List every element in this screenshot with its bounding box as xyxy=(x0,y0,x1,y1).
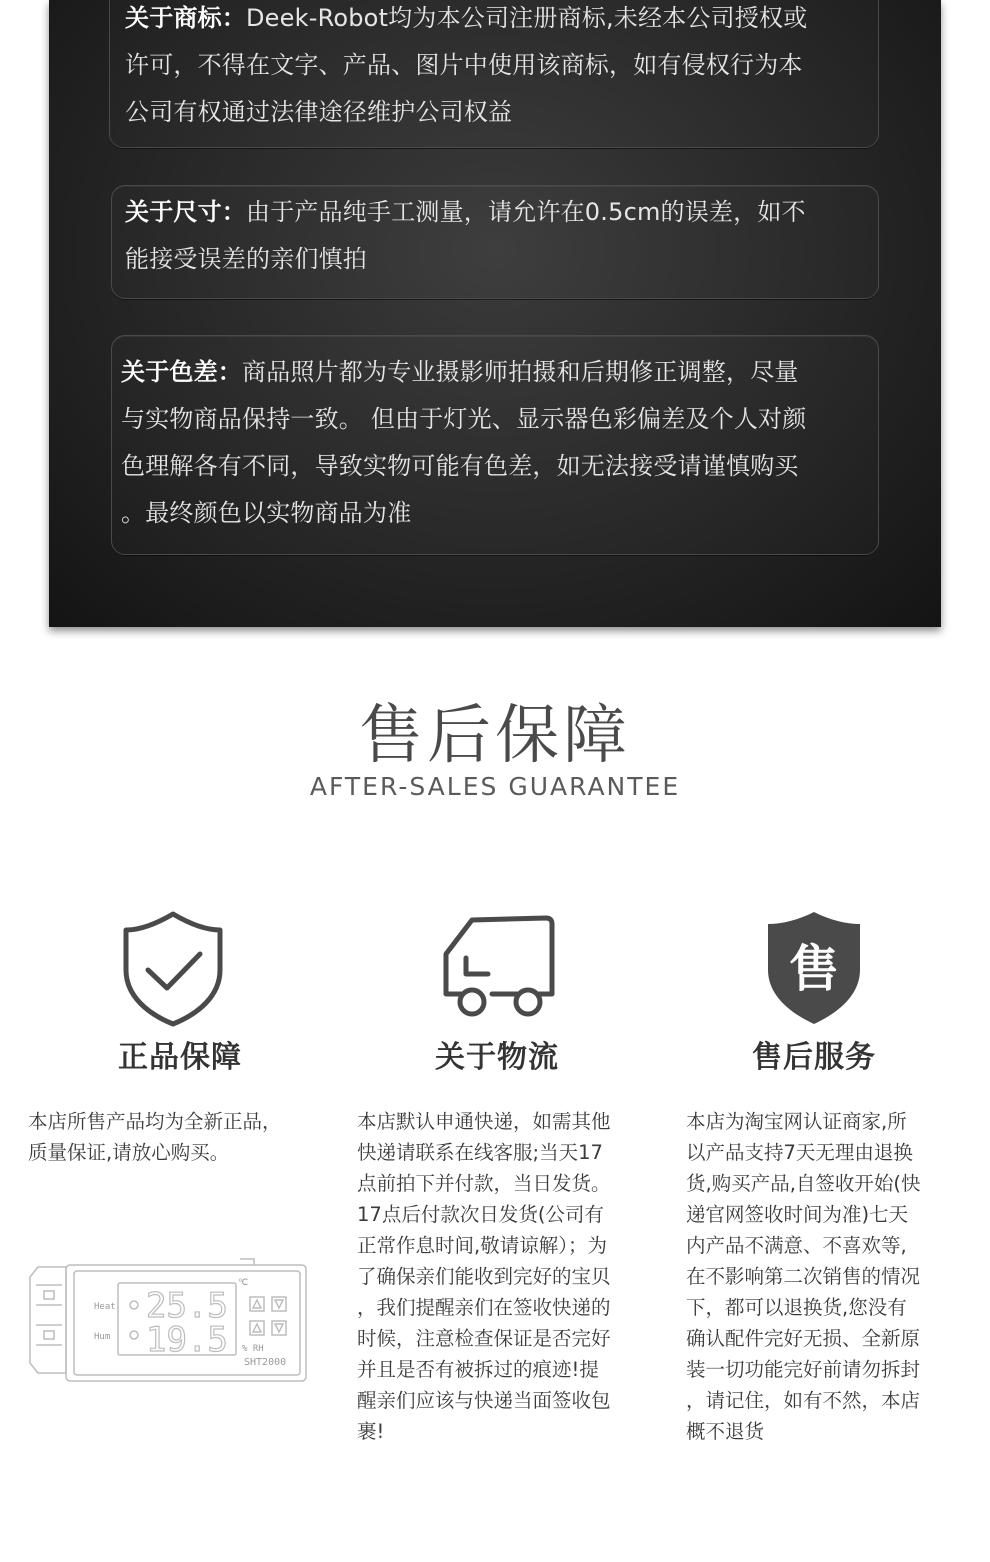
text-line: 17点后付款次日发货(公司有 xyxy=(357,1203,604,1226)
text-line: 本店所售产品均为全新正品， xyxy=(28,1110,282,1133)
column-title-logistics: 关于物流 xyxy=(435,1040,559,1075)
text-line: 醒亲们应该与快递当面签收包 xyxy=(357,1389,611,1412)
text-line: 内产品不满意、不喜欢等, xyxy=(686,1234,907,1257)
truck-icon xyxy=(436,910,560,1028)
shield-shou-icon xyxy=(766,910,862,1030)
device-unit-top: ℃ xyxy=(238,1278,249,1288)
shield-check-icon xyxy=(120,908,226,1032)
text-line: 装一切功能完好前请勿拆封 xyxy=(686,1358,921,1381)
notice-line: 能接受误差的亲们慎拍 xyxy=(125,245,367,273)
text-line: 时候，注意检查保证是否完好 xyxy=(357,1327,611,1350)
notice-size xyxy=(125,189,806,283)
shield-char: 售 xyxy=(789,940,839,998)
text-line: 点前拍下并付款，当日发货。 xyxy=(357,1172,611,1195)
notice-line: 。最终颜色以实物商品为准 xyxy=(121,499,412,527)
notice-color xyxy=(121,349,806,537)
notice-line: 色理解各有不同，导致实物可能有色差，如无法接受请谨慎购买 xyxy=(121,452,799,480)
text-line: 以产品支持7天无理由退换 xyxy=(686,1141,913,1164)
text-line: 下，都可以退换货,您没有 xyxy=(686,1296,907,1319)
text-line: 在不影响第二次销售的情况 xyxy=(686,1265,921,1288)
device-value-bottom: 19.5 xyxy=(146,1320,228,1360)
text-line: 了确保亲们能收到完好的宝贝 xyxy=(357,1265,611,1288)
notice-label: 关于商标： xyxy=(125,4,246,32)
notice-line: 公司有权通过法律途径维护公司权益 xyxy=(125,98,513,126)
device-value-top: 25.5 xyxy=(146,1286,228,1326)
text-line: 递官网签收时间为准)七天 xyxy=(686,1203,909,1226)
text-line: 本店为淘宝网认证商家,所 xyxy=(686,1110,907,1133)
text-line: 裹! xyxy=(357,1420,385,1443)
notice-line: Deek-Robot均为本公司注册商标,未经本公司授权或 xyxy=(246,4,808,32)
notice-line: 商品照片都为专业摄影师拍摄和后期修正调整，尽量 xyxy=(242,358,799,386)
thermostat-device-image xyxy=(26,1255,310,1391)
section-subtitle: AFTER-SALES GUARANTEE xyxy=(309,772,681,801)
text-line: ，我们提醒亲们在签收快递的 xyxy=(357,1296,611,1319)
device-label-top: Heat xyxy=(94,1302,116,1312)
column-text-genuine xyxy=(28,1106,282,1168)
device-model: SHT2000 xyxy=(244,1357,287,1368)
text-line: ，请记住，如有不然，本店 xyxy=(686,1389,921,1412)
section-title: 售后保障 xyxy=(359,699,631,773)
text-line: 质量保证,请放心购买。 xyxy=(28,1141,230,1164)
text-line: 正常作息时间,敬请谅解）；为 xyxy=(357,1234,607,1257)
notice-trademark xyxy=(125,0,807,136)
notice-line: 许可，不得在文字、产品、图片中使用该商标，如有侵权行为本 xyxy=(125,51,803,79)
text-line: 快递请联系在线客服;当天17 xyxy=(357,1141,603,1164)
notice-panel xyxy=(49,0,941,627)
column-title-genuine: 正品保障 xyxy=(118,1040,242,1075)
text-line: 本店默认申通快递，如需其他 xyxy=(357,1110,611,1133)
device-label-bottom: Hum xyxy=(94,1332,111,1342)
column-title-service: 售后服务 xyxy=(752,1040,876,1075)
text-line: 确认配件完好无损、全新原 xyxy=(686,1327,921,1350)
text-line: 概不退货 xyxy=(686,1420,765,1443)
text-line: 货,购买产品,自签收开始(快 xyxy=(686,1172,921,1195)
notice-label: 关于尺寸： xyxy=(125,198,246,226)
device-unit-bottom: % RH xyxy=(242,1344,264,1354)
text-line: 并且是否有被拆过的痕迹!提 xyxy=(357,1358,599,1381)
notice-label: 关于色差： xyxy=(121,358,242,386)
notice-line: 由于产品纯手工测量，请允许在0.5cm的误差，如不 xyxy=(246,198,806,226)
notice-line: 与实物商品保持一致。 但由于灯光、显示器色彩偏差及个人对颜 xyxy=(121,405,807,433)
column-text-service xyxy=(686,1106,921,1447)
column-text-logistics xyxy=(357,1106,611,1447)
